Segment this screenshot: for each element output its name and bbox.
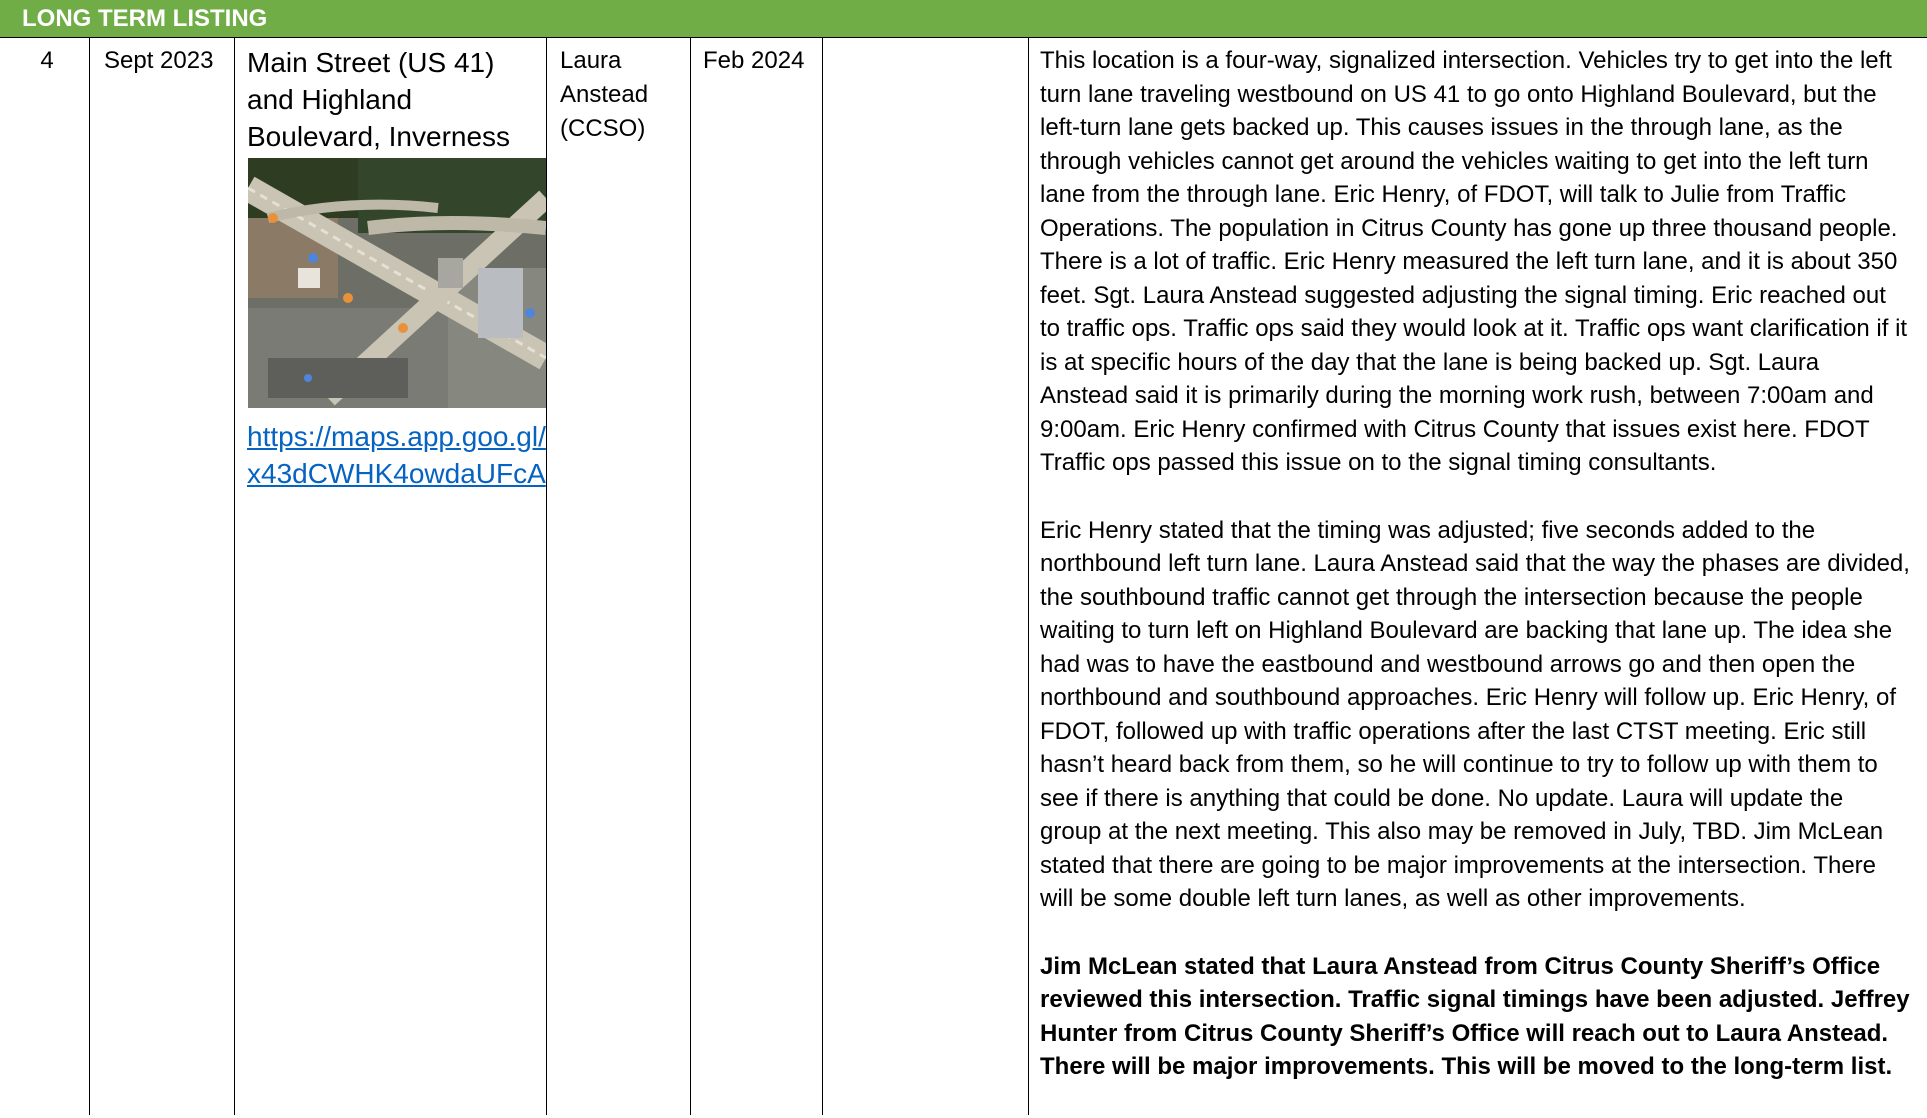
section-header: LONG TERM LISTING [0, 0, 1927, 37]
location-name: Main Street (US 41) and Highland Boulevard, Inverness [247, 47, 511, 152]
notes-paragraph: Eric Henry stated that the timing was adjusted; five seconds added to the northbound left turn lane. Laura Anstead said that the way the phases are divided, the southbound traffic cannot get through the intersection because the people waiting to turn left on Highland Boulevard are backing that lane up. The idea she had was to have the eastbound and westbound arrows go and then open the northbound and southbound approaches. Eric Henry will follow up. Eric Henry, of FDOT, followed up with traffic operations after the last CTST meeting. Eric still hasn’t heard back from them, so he will continue to try to follow up with them to see if there is anything that could be done. No update. Laura will update the group at the next meeting. This also may be removed in July, TBD. Jim McLean stated that there are going to be major improvements at the intersection. There will be some double left turn lanes, as well as other improvements. [1040, 516, 1910, 912]
column-divider [822, 37, 823, 1115]
column-divider [1028, 37, 1029, 1115]
row-top-border [0, 37, 1927, 38]
notes-cell [1040, 44, 1910, 1118]
date-updated: Feb 2024 [703, 47, 805, 74]
date-added: Sept 2023 [104, 47, 214, 74]
column-divider [690, 37, 691, 1115]
row-number: 4 [40, 47, 54, 74]
location-map-image [248, 158, 546, 408]
requested-by: Laura Anstead (CCSO) [560, 47, 649, 142]
notes-paragraph: This location is a four-way, signalized intersection. Vehicles try to get into the left turn lane traveling westbound on US 41 to go onto Highland Boulevard, but the left-turn lane gets backed up. This causes issues in the through lane, as the through vehicles cannot get around the vehicles waiting to get into the left turn lane from the through lane. Eric Henry, of FDOT, will talk to Julie from Traffic Operations. The population in Citrus County has gone up three thousand people. There is a lot of traffic. Eric Henry measured the left turn lane, and it is about 350 feet. Sgt. Laura Anstead suggested adjusting the signal timing. Eric reached out to traffic ops. Traffic ops said they would look at it. Traffic ops want clarification if it is at specific hours of the day that the lane is being backed up. Sgt. Laura Anstead said it is primarily during the morning work rush, between 7:00am and 9:00am. Eric Henry confirmed with Citrus County that issues exist here. FDOT Traffic ops passed this issue on to the signal timing consultants. [1040, 47, 1908, 476]
notes-paragraph-bold: Jim McLean stated that Laura Anstead from Citrus County Sheriff’s Office reviewed this intersection. Traffic signal timings have been adjusted. Jeffrey Hunter from Citrus County Sheriff’s Office will reach out to Laura Anstead. There will be major improvements. This will be moved to the long-term list. [1040, 952, 1910, 1080]
location-map-link[interactable]: https://maps.app.goo.gl/x43dCWHK4owdaUFcA [247, 421, 546, 489]
column-divider [234, 37, 235, 1115]
column-divider [89, 37, 90, 1115]
aerial-map-graphic [248, 158, 546, 408]
column-divider [546, 37, 547, 1115]
